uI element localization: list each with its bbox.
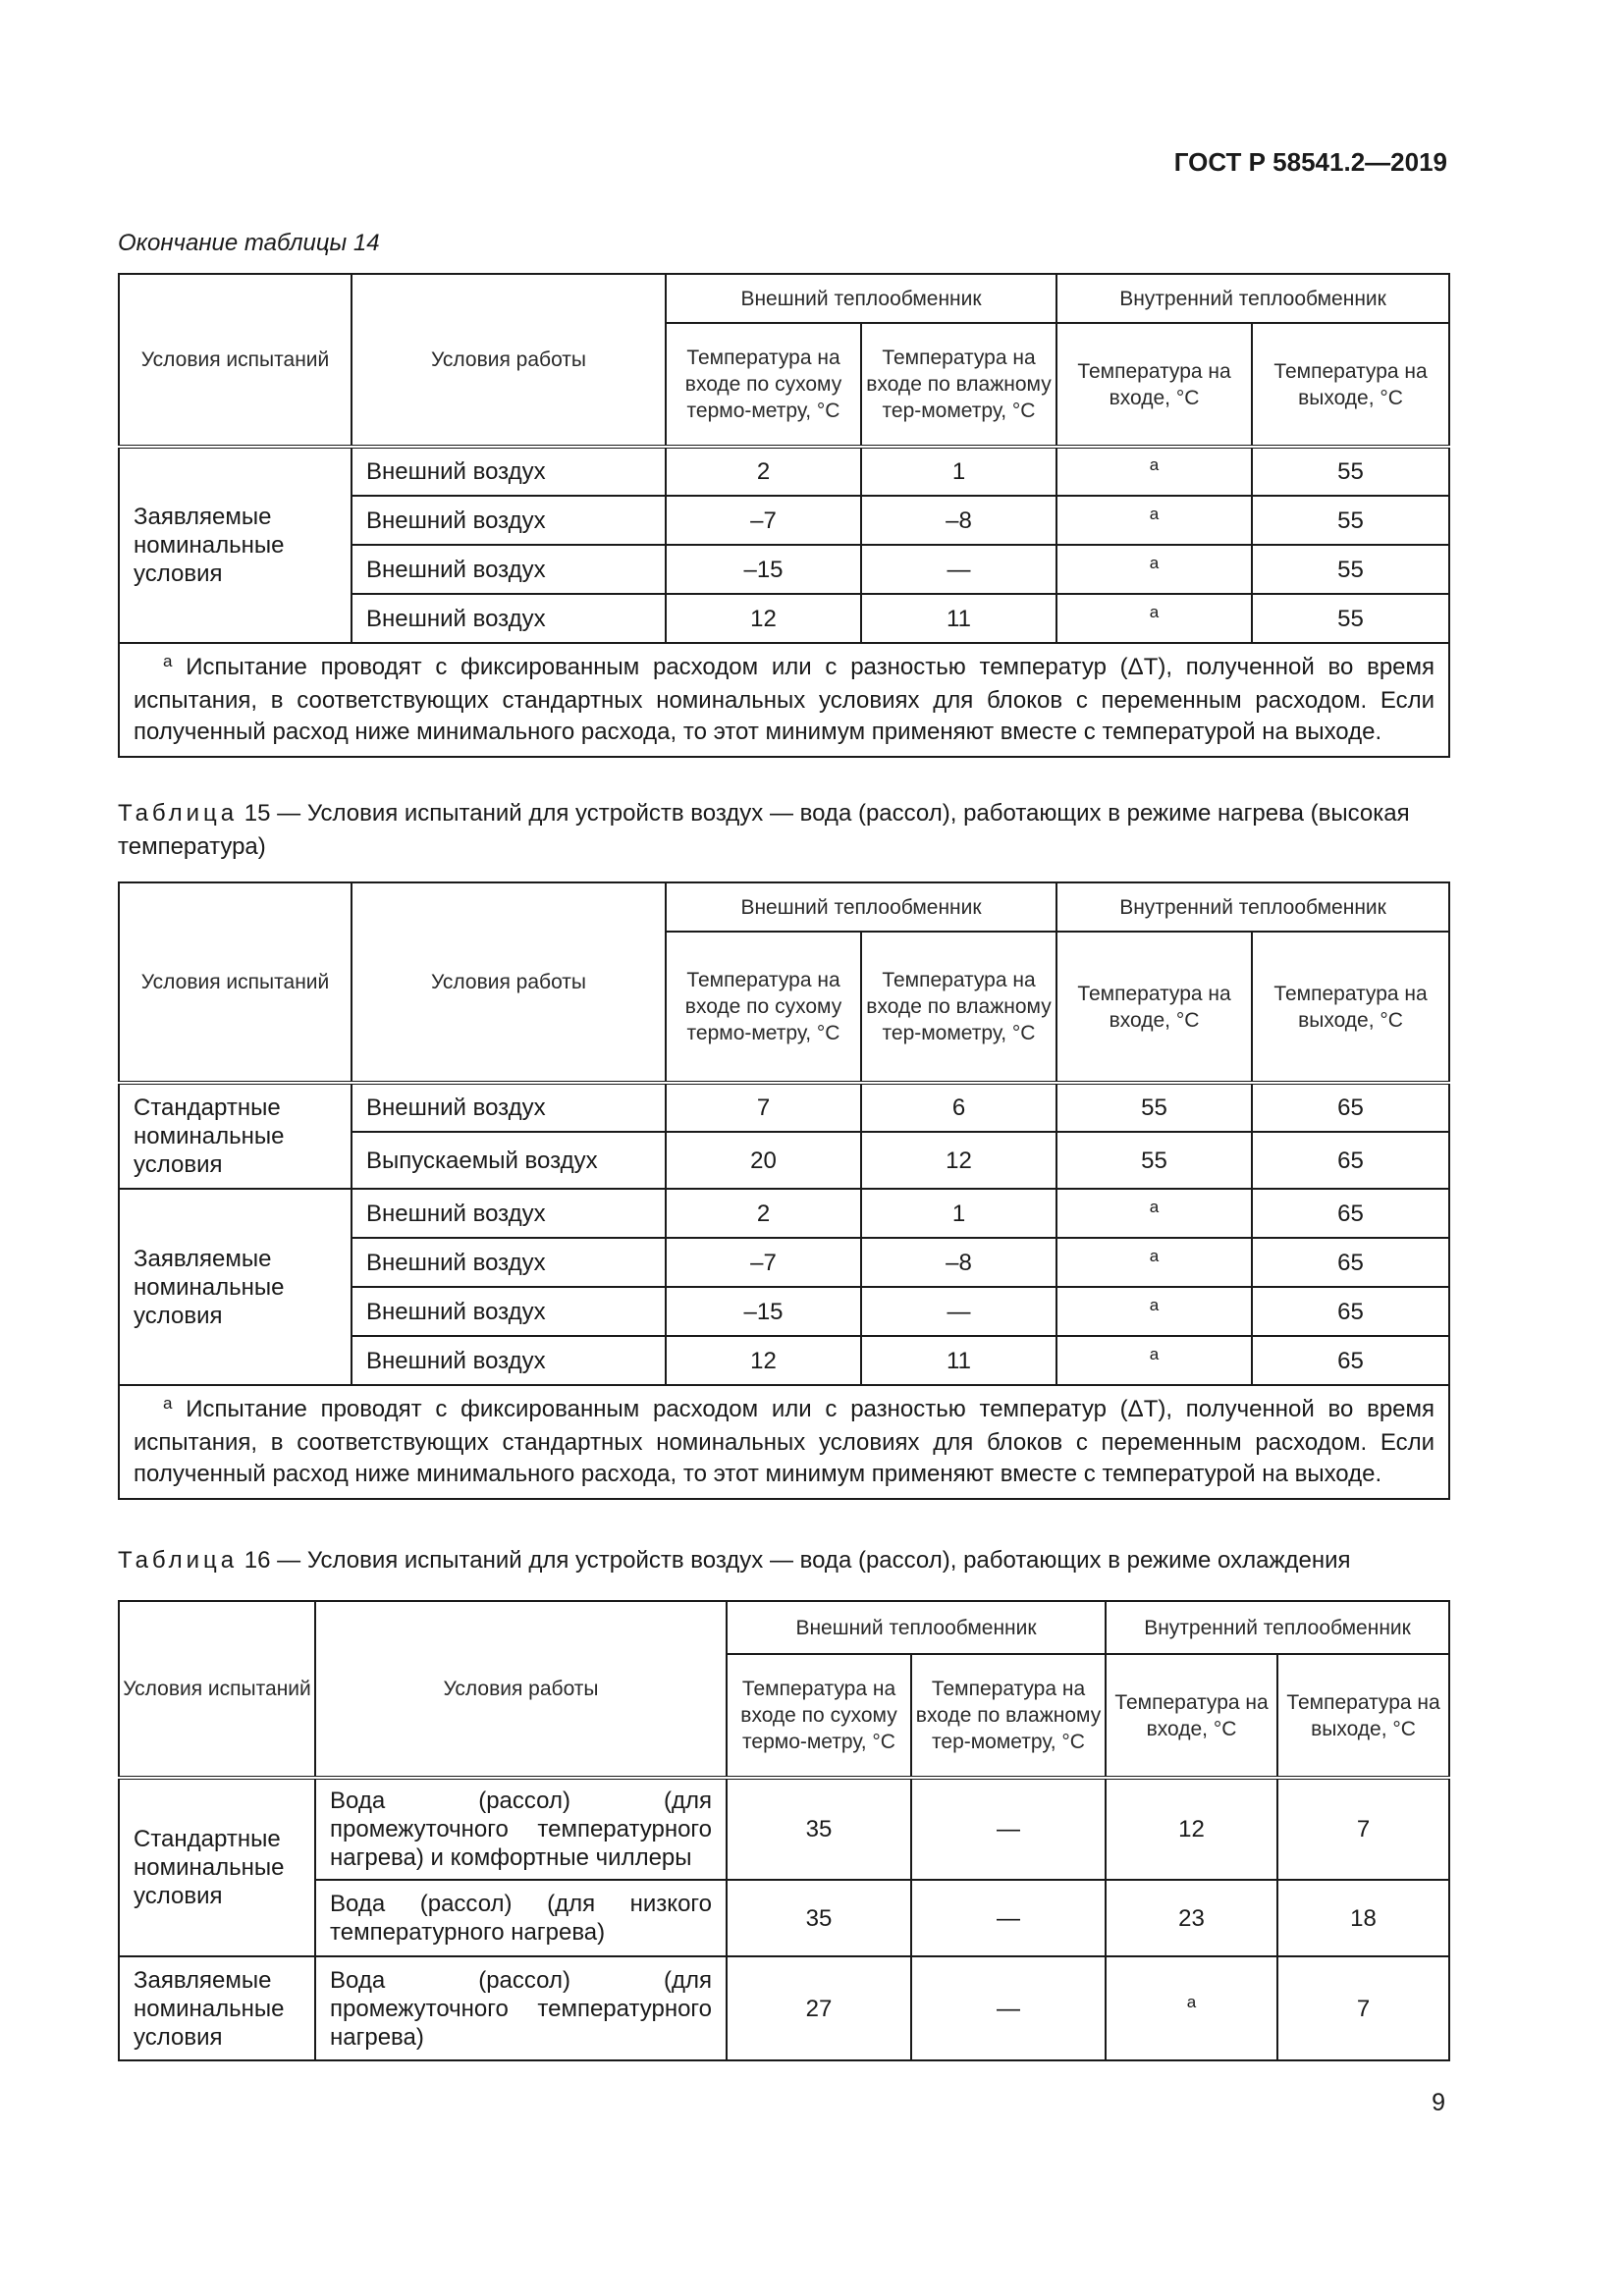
cell-outlet: 55 <box>1252 545 1449 594</box>
cell-dry: 35 <box>727 1778 911 1880</box>
cell-wet: 11 <box>861 1336 1056 1385</box>
cell-inlet <box>1056 1336 1252 1385</box>
group-standard: Стандартные номинальные условия <box>119 1778 315 1956</box>
cell-wet: 1 <box>861 447 1056 496</box>
header-wet-bulb: Температура на входе по влажному тер-мометру, °С <box>861 323 1056 447</box>
table-16 <box>118 1600 1450 2061</box>
table-label: Таблица <box>118 800 239 827</box>
document-code: ГОСТ Р 58541.2—2019 <box>1173 147 1447 177</box>
cell-outlet: 7 <box>1277 1956 1449 2060</box>
cell-work: Вода (рассол) (для низкого температурного нагрева) <box>315 1880 727 1956</box>
footnote-mark: а <box>163 1394 173 1413</box>
cell-work: Внешний воздух <box>352 1238 666 1287</box>
header-outlet: Температура на выходе, °С <box>1277 1654 1449 1778</box>
cell-outlet: 18 <box>1277 1880 1449 1956</box>
cell-wet: — <box>911 1880 1106 1956</box>
header-inlet: Температура на входе, °С <box>1056 932 1252 1083</box>
cell-outlet: 55 <box>1252 496 1449 545</box>
footnote-mark: а <box>163 652 173 670</box>
cell-inlet <box>1056 1287 1252 1336</box>
cell-inlet <box>1056 1189 1252 1238</box>
cell-work: Внешний воздух <box>352 1336 666 1385</box>
page-number: 9 <box>1432 2089 1445 2116</box>
cell-wet: — <box>861 545 1056 594</box>
table-row <box>119 1189 1449 1238</box>
table-row <box>119 447 1449 496</box>
cell-outlet: 55 <box>1252 594 1449 643</box>
cell-work: Внешний воздух <box>352 447 666 496</box>
table-row <box>119 1083 1449 1132</box>
cell-dry: –7 <box>666 496 861 545</box>
footnote-mark: а <box>1149 1295 1160 1314</box>
footnote-text: Испытание проводят с фиксированным расходом или с разностью температур (ΔT), полученной во время испытания, в соответствующих стандартных номинальных условиях для блоков с переменным расходом. Если полученный расход ниже минимального расхода, то этот минимум применяют вместе с температурой на выходе. <box>134 654 1435 745</box>
cell-dry: –15 <box>666 545 861 594</box>
cell-work: Внешний воздух <box>352 1083 666 1132</box>
table-footnote <box>119 643 1449 757</box>
cell-dry: 12 <box>666 1336 861 1385</box>
table14-continuation-label: Окончание таблицы 14 <box>118 230 380 256</box>
header-test-conditions: Условия испытаний <box>119 274 352 447</box>
group-declared: Заявляемые номинальные условия <box>119 447 352 643</box>
header-outlet: Температура на выходе, °С <box>1252 932 1449 1083</box>
header-external-exchanger: Внешний теплообменник <box>727 1601 1106 1654</box>
header-internal-exchanger: Внутренний теплообменник <box>1106 1601 1449 1654</box>
table15-caption <box>118 797 1448 864</box>
cell-outlet: 65 <box>1252 1083 1449 1132</box>
cell-outlet: 65 <box>1252 1189 1449 1238</box>
footnote-mark: а <box>1149 1344 1160 1363</box>
cell-inlet: 55 <box>1056 1083 1252 1132</box>
group-declared: Заявляемые номинальные условия <box>119 1956 315 2060</box>
header-work-conditions: Условия работы <box>352 274 666 447</box>
cell-inlet <box>1106 1956 1277 2060</box>
cell-dry: –7 <box>666 1238 861 1287</box>
header-dry-bulb: Температура на входе по сухому термо-метру, °С <box>666 932 861 1083</box>
header-internal-exchanger: Внутренний теплообменник <box>1056 274 1449 323</box>
footnote-mark: а <box>1149 1246 1160 1265</box>
cell-work: Вода (рассол) (для промежуточного температурного нагрева) и комфортные чиллеры <box>315 1778 727 1880</box>
cell-dry: 2 <box>666 1189 861 1238</box>
cell-dry: 12 <box>666 594 861 643</box>
cell-outlet: 65 <box>1252 1287 1449 1336</box>
footnote-mark: а <box>1149 455 1160 474</box>
header-dry-bulb: Температура на входе по сухому термо-метру, °С <box>727 1654 911 1778</box>
cell-dry: 2 <box>666 447 861 496</box>
table-15 <box>118 881 1450 1500</box>
cell-dry: 35 <box>727 1880 911 1956</box>
cell-outlet: 55 <box>1252 447 1449 496</box>
cell-wet: –8 <box>861 1238 1056 1287</box>
cell-inlet <box>1056 447 1252 496</box>
cell-outlet: 7 <box>1277 1778 1449 1880</box>
cell-wet: — <box>861 1287 1056 1336</box>
footnote-mark: а <box>1149 602 1160 621</box>
header-work-conditions: Условия работы <box>352 882 666 1083</box>
cell-inlet: 23 <box>1106 1880 1277 1956</box>
footnote-mark: а <box>1149 1197 1160 1216</box>
table-14 <box>118 273 1450 758</box>
cell-dry: 20 <box>666 1132 861 1189</box>
header-outlet: Температура на выходе, °С <box>1252 323 1449 447</box>
cell-dry: 7 <box>666 1083 861 1132</box>
cell-wet: — <box>911 1956 1106 2060</box>
table-row <box>119 1880 1449 1956</box>
cell-dry: –15 <box>666 1287 861 1336</box>
cell-wet: — <box>911 1778 1106 1880</box>
cell-outlet: 65 <box>1252 1132 1449 1189</box>
table-footnote <box>119 1385 1449 1499</box>
cell-inlet: 55 <box>1056 1132 1252 1189</box>
footnote-text: Испытание проводят с фиксированным расходом или с разностью температур (ΔT), полученной во время испытания, в соответствующих стандартных номинальных условиях для блоков с переменным расходом. Если полученный расход ниже минимального расхода, то этот минимум применяют вместе с температурой на выходе. <box>134 1396 1435 1487</box>
cell-inlet <box>1056 496 1252 545</box>
header-inlet: Температура на входе, °С <box>1056 323 1252 447</box>
cell-inlet <box>1056 594 1252 643</box>
table-row <box>119 1778 1449 1880</box>
cell-dry: 27 <box>727 1956 911 2060</box>
header-external-exchanger: Внешний теплообменник <box>666 882 1056 932</box>
header-inlet: Температура на входе, °С <box>1106 1654 1277 1778</box>
cell-wet: 1 <box>861 1189 1056 1238</box>
header-external-exchanger: Внешний теплообменник <box>666 274 1056 323</box>
footnote-mark: а <box>1149 553 1160 572</box>
table16-caption <box>118 1544 1448 1577</box>
header-internal-exchanger: Внутренний теплообменник <box>1056 882 1449 932</box>
cell-work: Внешний воздух <box>352 1189 666 1238</box>
cell-outlet: 65 <box>1252 1336 1449 1385</box>
cell-work: Выпускаемый воздух <box>352 1132 666 1189</box>
cell-work: Внешний воздух <box>352 594 666 643</box>
cell-wet: 11 <box>861 594 1056 643</box>
table-row <box>119 1956 1449 2060</box>
cell-wet: 6 <box>861 1083 1056 1132</box>
header-test-conditions: Условия испытаний <box>119 1601 315 1778</box>
caption-text: 15 — Условия испытаний для устройств воздух — вода (рассол), работающих в режиме нагрева (высокая температура) <box>118 800 1410 860</box>
caption-text: 16 — Условия испытаний для устройств воздух — вода (рассол), работающих в режиме охлаждения <box>244 1547 1351 1574</box>
group-declared: Заявляемые номинальные условия <box>119 1189 352 1385</box>
header-wet-bulb: Температура на входе по влажному тер-мометру, °С <box>911 1654 1106 1778</box>
cell-inlet <box>1056 545 1252 594</box>
cell-work: Внешний воздух <box>352 545 666 594</box>
cell-wet: 12 <box>861 1132 1056 1189</box>
cell-inlet <box>1056 1238 1252 1287</box>
header-dry-bulb: Температура на входе по сухому термо-метру, °С <box>666 323 861 447</box>
table-label: Таблица <box>118 1547 239 1574</box>
footnote-mark: а <box>1186 1992 1197 2011</box>
header-wet-bulb: Температура на входе по влажному тер-мометру, °С <box>861 932 1056 1083</box>
footnote-mark: а <box>1149 504 1160 523</box>
cell-work: Внешний воздух <box>352 1287 666 1336</box>
cell-inlet: 12 <box>1106 1778 1277 1880</box>
cell-outlet: 65 <box>1252 1238 1449 1287</box>
cell-work: Вода (рассол) (для промежуточного температурного нагрева) <box>315 1956 727 2060</box>
header-work-conditions: Условия работы <box>315 1601 727 1778</box>
header-test-conditions: Условия испытаний <box>119 882 352 1083</box>
group-standard: Стандартные номинальные условия <box>119 1083 352 1189</box>
cell-work: Внешний воздух <box>352 496 666 545</box>
cell-wet: –8 <box>861 496 1056 545</box>
